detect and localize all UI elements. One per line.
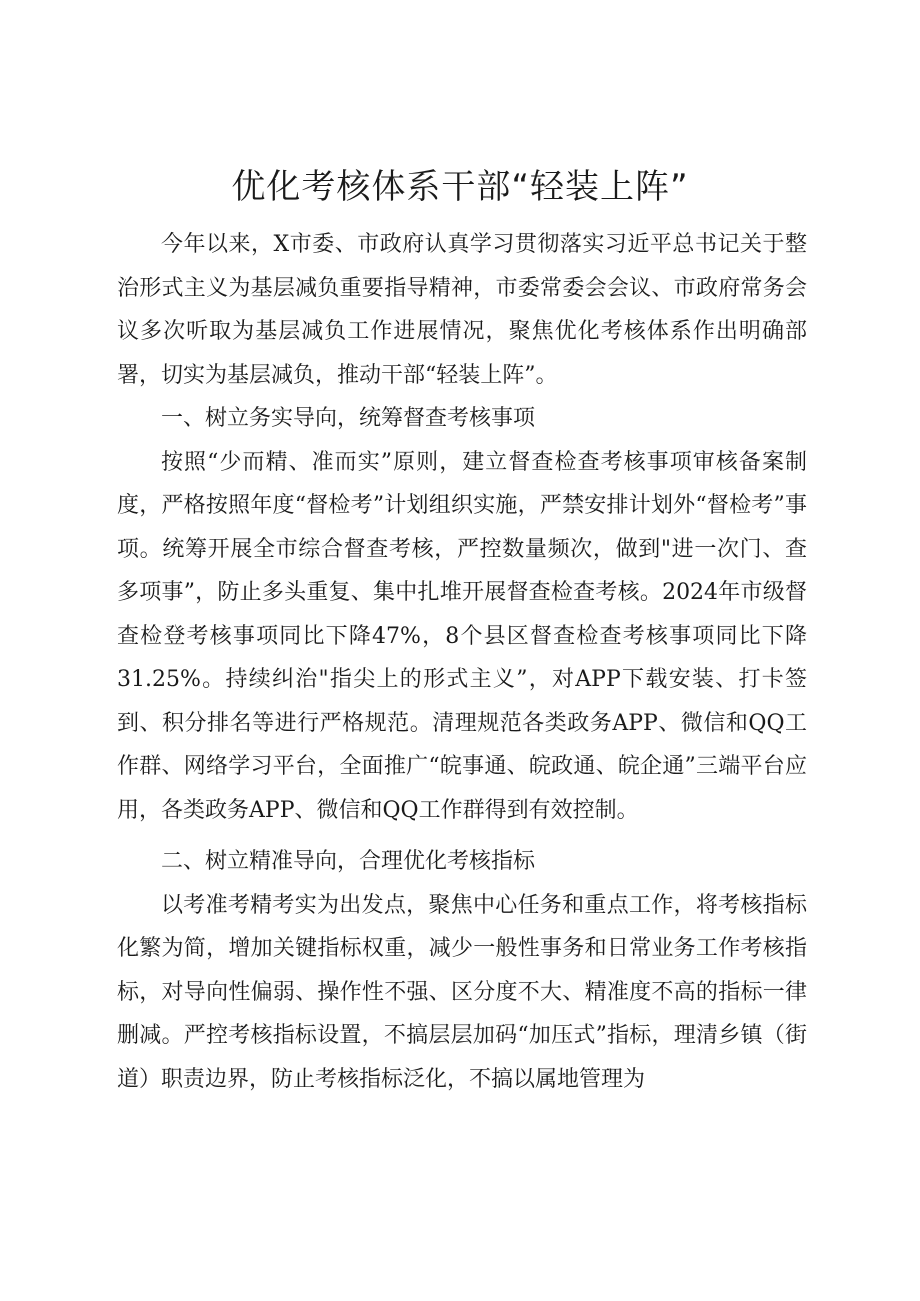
intro-paragraph: 今年以来，X市委、市政府认真学习贯彻落实习近平总书记关于整治形式主义为基层减负重要指导精神，市委常委会会议、市政府常务会议多次听取为基层减负工作进展情况，聚焦优化考核体系作出明确部署，切实为基层减负，推动干部“轻装上阵”。: [117, 232, 807, 388]
section-2-heading: 二、树立精准导向，合理优化考核指标: [161, 849, 536, 874]
document-title: 优化考核体系干部“轻装上阵”: [231, 167, 689, 207]
section-1-paragraph: 按照“少而精、准而实”原则，建立督查检查考核事项审核备案制度，严格按照年度“督检考”计划组织实施，严禁安排计划外“督检考”事项。统筹开展全市综合督查考核，严控数量频次，做到"进一次门、查多项事”，防止多头重复、集中扎堆开展督查检查考核。2024年市级督查检登考核事项同比下降47%，8个县区督查检查考核事项同比下降31.25%。持续纠治"指尖上的形式主义”，对APP下载安装、打卡签到、积分排名等进行严格规范。清理规范各类政务APP、微信和QQ工作群、网络学习平台，全面推广“皖事通、皖政通、皖企通”三端平台应用，各类政务APP、微信和QQ工作群得到有效控制。: [117, 449, 807, 823]
document-body: [117, 223, 807, 1101]
section-2-paragraph: 以考准考精考实为出发点，聚焦中心任务和重点工作，将考核指标化繁为简，增加关键指标权重，减少一般性事务和日常业务工作考核指标，对导向性偏弱、操作性不强、区分度不大、精准度不高的指标一律删减。严控考核指标设置，不搞层层加码“加压式”指标，理清乡镇（街道）职责边界，防止考核指标泛化，不搞以属地管理为: [117, 892, 807, 1092]
section-1-heading: 一、树立务实导向，统筹督查考核事项: [161, 406, 536, 431]
